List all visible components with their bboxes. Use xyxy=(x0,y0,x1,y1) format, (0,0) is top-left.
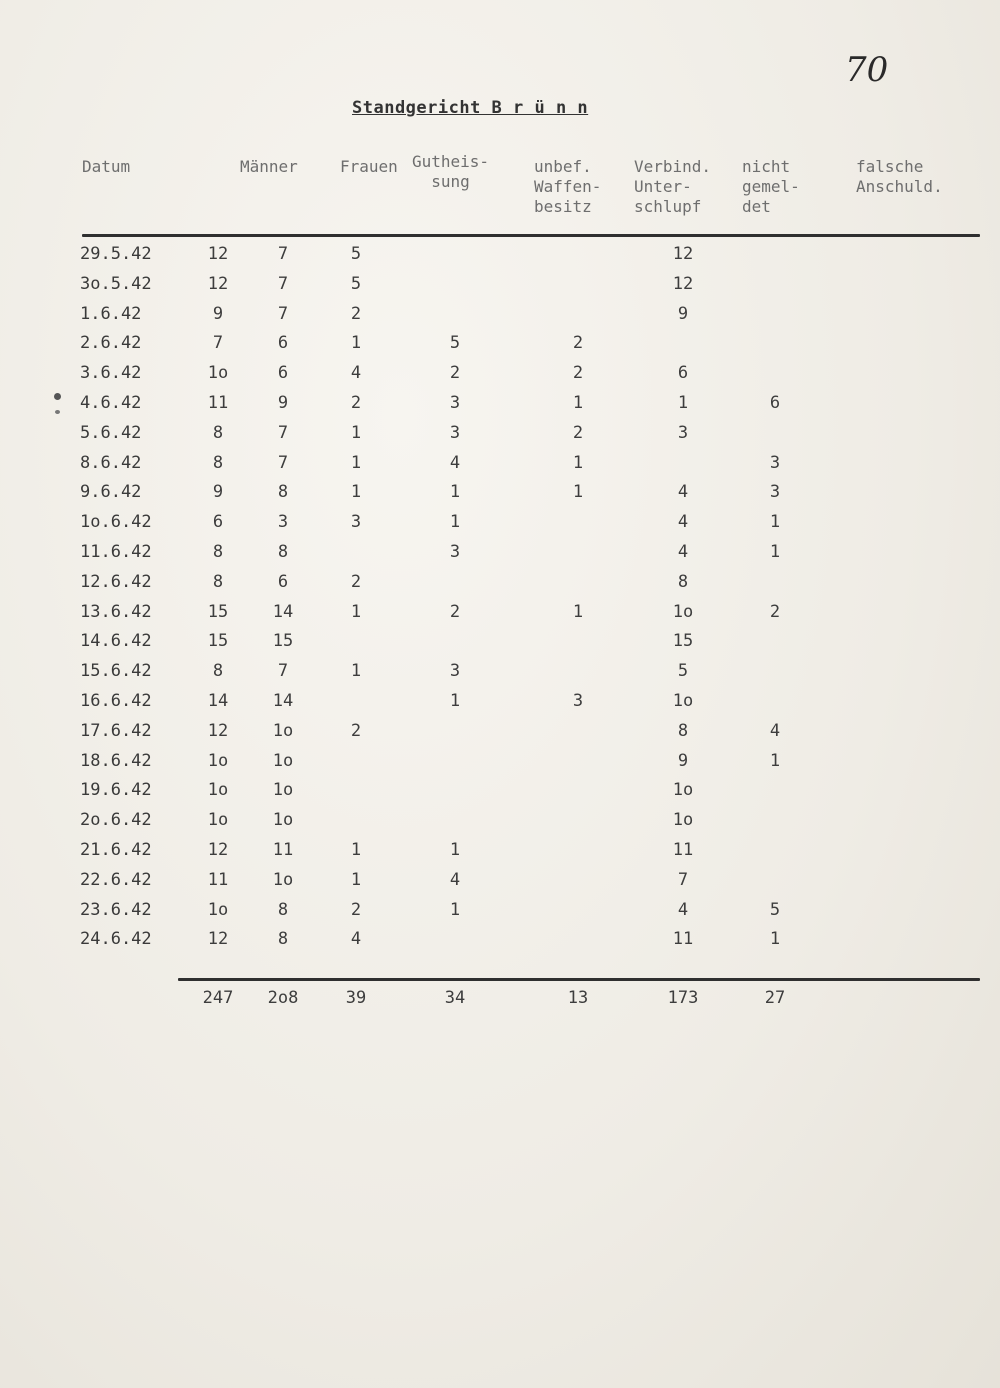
row-verbind: 8 xyxy=(677,720,689,741)
row-maenner: 8 xyxy=(277,899,289,920)
row-unbef: 2 xyxy=(572,422,584,443)
row-date: 15.6.42 xyxy=(80,661,152,682)
row-maenner: 14 xyxy=(272,601,294,622)
row-maenner: 1o xyxy=(272,750,294,771)
row-total: 8 xyxy=(212,542,224,562)
row-gutheissung: 4 xyxy=(449,869,461,890)
table-row xyxy=(0,572,1000,602)
table-row xyxy=(0,304,1000,334)
table-row xyxy=(0,751,1000,781)
row-nicht: 1 xyxy=(769,512,781,533)
row-nicht: 1 xyxy=(769,542,781,562)
row-verbind: 4 xyxy=(677,482,689,503)
row-verbind: 1o xyxy=(672,780,694,801)
header-frauen: Frauen xyxy=(340,157,398,176)
table-row xyxy=(0,721,1000,751)
row-maenner: 7 xyxy=(277,452,289,473)
row-maenner: 1o xyxy=(272,810,294,831)
row-nicht: 4 xyxy=(769,720,781,741)
totals-row xyxy=(0,988,1000,1018)
row-maenner: 1o xyxy=(272,869,294,890)
row-verbind: 1 xyxy=(677,393,689,413)
row-maenner: 9 xyxy=(277,393,289,413)
row-verbind: 12 xyxy=(672,244,694,264)
row-unbef: 1 xyxy=(572,452,584,473)
row-nicht: 2 xyxy=(769,601,781,622)
row-maenner: 6 xyxy=(277,333,289,354)
row-maenner: 7 xyxy=(277,273,289,294)
row-frauen: 3 xyxy=(350,512,362,533)
row-frauen: 1 xyxy=(350,869,362,890)
table-row xyxy=(0,631,1000,661)
row-total: 9 xyxy=(212,482,224,503)
row-maenner: 6 xyxy=(277,571,289,592)
row-date: 1o.6.42 xyxy=(80,512,152,533)
row-gutheissung: 3 xyxy=(449,393,461,413)
row-total: 6 xyxy=(212,512,224,533)
row-date: 2.6.42 xyxy=(80,333,142,354)
row-verbind: 6 xyxy=(677,363,689,384)
row-maenner: 8 xyxy=(277,929,289,950)
row-gutheissung: 4 xyxy=(449,452,461,473)
total-nicht: 27 xyxy=(764,988,786,1008)
row-gutheissung: 5 xyxy=(449,333,461,354)
row-gutheissung: 1 xyxy=(449,512,461,533)
row-verbind: 1o xyxy=(672,810,694,831)
row-verbind: 11 xyxy=(672,840,694,860)
row-date: 23.6.42 xyxy=(80,899,152,920)
row-verbind: 3 xyxy=(677,422,689,443)
row-total: 12 xyxy=(207,273,229,294)
row-date: 18.6.42 xyxy=(80,750,152,771)
row-date: 1.6.42 xyxy=(80,303,142,324)
row-maenner: 15 xyxy=(272,631,294,652)
row-nicht: 3 xyxy=(769,482,781,503)
row-maenner: 11 xyxy=(272,840,294,860)
row-date: 11.6.42 xyxy=(80,542,152,562)
row-total: 1o xyxy=(207,899,229,920)
row-maenner: 8 xyxy=(277,542,289,562)
row-date: 24.6.42 xyxy=(80,929,152,950)
row-total: 7 xyxy=(212,333,224,354)
row-date: 9.6.42 xyxy=(80,482,142,503)
header-falsche-anschuld: falsche Anschuld. xyxy=(856,157,943,196)
row-frauen: 2 xyxy=(350,393,362,413)
row-total: 8 xyxy=(212,422,224,443)
total-unbef: 13 xyxy=(567,988,589,1008)
total-gutheissung: 34 xyxy=(444,988,466,1008)
row-date: 29.5.42 xyxy=(80,244,152,264)
row-verbind: 4 xyxy=(677,512,689,533)
table-row xyxy=(0,870,1000,900)
row-date: 3.6.42 xyxy=(80,363,142,384)
table-row xyxy=(0,512,1000,542)
row-maenner: 6 xyxy=(277,363,289,384)
row-gutheissung: 3 xyxy=(449,542,461,562)
header-datum: Datum xyxy=(82,157,131,176)
header-nicht-gemeldet: nicht gemel- det xyxy=(742,157,800,216)
row-maenner: 7 xyxy=(277,661,289,682)
row-gutheissung: 2 xyxy=(449,601,461,622)
row-verbind: 4 xyxy=(677,899,689,920)
header-verbind-unterschlupf: Verbind. Unter- schlupf xyxy=(634,157,712,216)
row-gutheissung: 3 xyxy=(449,422,461,443)
header-maenner: Männer xyxy=(240,157,298,176)
row-total: 11 xyxy=(207,393,229,413)
row-unbef: 2 xyxy=(572,333,584,354)
row-verbind: 11 xyxy=(672,929,694,950)
row-unbef: 3 xyxy=(572,691,584,711)
row-frauen: 1 xyxy=(350,482,362,503)
row-frauen: 5 xyxy=(350,273,362,294)
row-total: 1o xyxy=(207,780,229,801)
row-date: 21.6.42 xyxy=(80,840,152,860)
row-maenner: 7 xyxy=(277,303,289,324)
row-frauen: 1 xyxy=(350,661,362,682)
row-maenner: 7 xyxy=(277,422,289,443)
header-unbef-waffenbesitz: unbef. Waffen- besitz xyxy=(534,157,602,216)
row-total: 14 xyxy=(207,691,229,711)
row-frauen: 2 xyxy=(350,303,362,324)
row-unbef: 1 xyxy=(572,393,584,413)
row-date: 4.6.42 xyxy=(80,393,142,413)
row-nicht: 5 xyxy=(769,899,781,920)
row-nicht: 1 xyxy=(769,929,781,950)
table-row xyxy=(0,840,1000,870)
row-frauen: 4 xyxy=(350,929,362,950)
row-frauen: 2 xyxy=(350,720,362,741)
page-number: 70 xyxy=(845,50,889,90)
row-maenner: 1o xyxy=(272,720,294,741)
row-verbind: 9 xyxy=(677,303,689,324)
row-date: 17.6.42 xyxy=(80,720,152,741)
row-verbind: 12 xyxy=(672,273,694,294)
row-total: 15 xyxy=(207,631,229,652)
row-date: 5.6.42 xyxy=(80,422,142,443)
document-title: Standgericht B r ü n n xyxy=(352,98,589,118)
row-verbind: 1o xyxy=(672,691,694,711)
total-maenner: 2o8 xyxy=(267,988,299,1008)
header-rule xyxy=(82,234,980,237)
table-row xyxy=(0,900,1000,930)
total-all: 247 xyxy=(202,988,234,1008)
table-row xyxy=(0,363,1000,393)
row-date: 8.6.42 xyxy=(80,452,142,473)
row-total: 12 xyxy=(207,244,229,264)
row-verbind: 15 xyxy=(672,631,694,652)
row-date: 12.6.42 xyxy=(80,571,152,592)
row-date: 16.6.42 xyxy=(80,691,152,711)
ink-spot xyxy=(55,410,60,414)
row-frauen: 4 xyxy=(350,363,362,384)
table-row xyxy=(0,602,1000,632)
ink-spot xyxy=(54,393,61,400)
row-gutheissung: 2 xyxy=(449,363,461,384)
row-total: 12 xyxy=(207,720,229,741)
row-gutheissung: 1 xyxy=(449,482,461,503)
row-frauen: 1 xyxy=(350,452,362,473)
row-date: 22.6.42 xyxy=(80,869,152,890)
table-row xyxy=(0,453,1000,483)
row-nicht: 3 xyxy=(769,452,781,473)
row-maenner: 8 xyxy=(277,482,289,503)
total-frauen: 39 xyxy=(345,988,367,1008)
row-date: 19.6.42 xyxy=(80,780,152,801)
row-verbind: 1o xyxy=(672,601,694,622)
row-maenner: 3 xyxy=(277,512,289,533)
row-nicht: 6 xyxy=(769,393,781,413)
total-verbind: 173 xyxy=(667,988,699,1008)
row-verbind: 4 xyxy=(677,542,689,562)
table-row xyxy=(0,423,1000,453)
row-total: 11 xyxy=(207,869,229,890)
row-total: 8 xyxy=(212,571,224,592)
table-row xyxy=(0,542,1000,572)
row-gutheissung: 1 xyxy=(449,840,461,860)
row-maenner: 14 xyxy=(272,691,294,711)
row-verbind: 5 xyxy=(677,661,689,682)
row-unbef: 2 xyxy=(572,363,584,384)
row-total: 12 xyxy=(207,840,229,860)
row-date: 13.6.42 xyxy=(80,601,152,622)
row-verbind: 8 xyxy=(677,571,689,592)
row-date: 2o.6.42 xyxy=(80,810,152,831)
row-total: 12 xyxy=(207,929,229,950)
row-date: 3o.5.42 xyxy=(80,273,152,294)
table-row xyxy=(0,691,1000,721)
row-total: 1o xyxy=(207,363,229,384)
row-date: 14.6.42 xyxy=(80,631,152,652)
table-row xyxy=(0,929,1000,959)
row-frauen: 1 xyxy=(350,422,362,443)
row-verbind: 7 xyxy=(677,869,689,890)
row-frauen: 2 xyxy=(350,899,362,920)
row-gutheissung: 3 xyxy=(449,661,461,682)
table-row xyxy=(0,810,1000,840)
table-row xyxy=(0,244,1000,274)
row-verbind: 9 xyxy=(677,750,689,771)
table-row xyxy=(0,780,1000,810)
row-frauen: 5 xyxy=(350,244,362,264)
row-unbef: 1 xyxy=(572,601,584,622)
row-total: 8 xyxy=(212,661,224,682)
table-row xyxy=(0,482,1000,512)
row-total: 8 xyxy=(212,452,224,473)
totals-rule xyxy=(178,978,980,981)
row-total: 1o xyxy=(207,750,229,771)
row-total: 9 xyxy=(212,303,224,324)
table-row xyxy=(0,333,1000,363)
row-nicht: 1 xyxy=(769,750,781,771)
table-row xyxy=(0,274,1000,304)
header-gutheissung: Gutheis- sung xyxy=(412,152,490,191)
row-maenner: 1o xyxy=(272,780,294,801)
row-frauen: 2 xyxy=(350,571,362,592)
row-maenner: 7 xyxy=(277,244,289,264)
table-row xyxy=(0,393,1000,423)
row-gutheissung: 1 xyxy=(449,899,461,920)
row-frauen: 1 xyxy=(350,333,362,354)
row-total: 15 xyxy=(207,601,229,622)
row-unbef: 1 xyxy=(572,482,584,503)
row-frauen: 1 xyxy=(350,601,362,622)
row-gutheissung: 1 xyxy=(449,691,461,711)
row-frauen: 1 xyxy=(350,840,362,860)
table-row xyxy=(0,661,1000,691)
row-total: 1o xyxy=(207,810,229,831)
